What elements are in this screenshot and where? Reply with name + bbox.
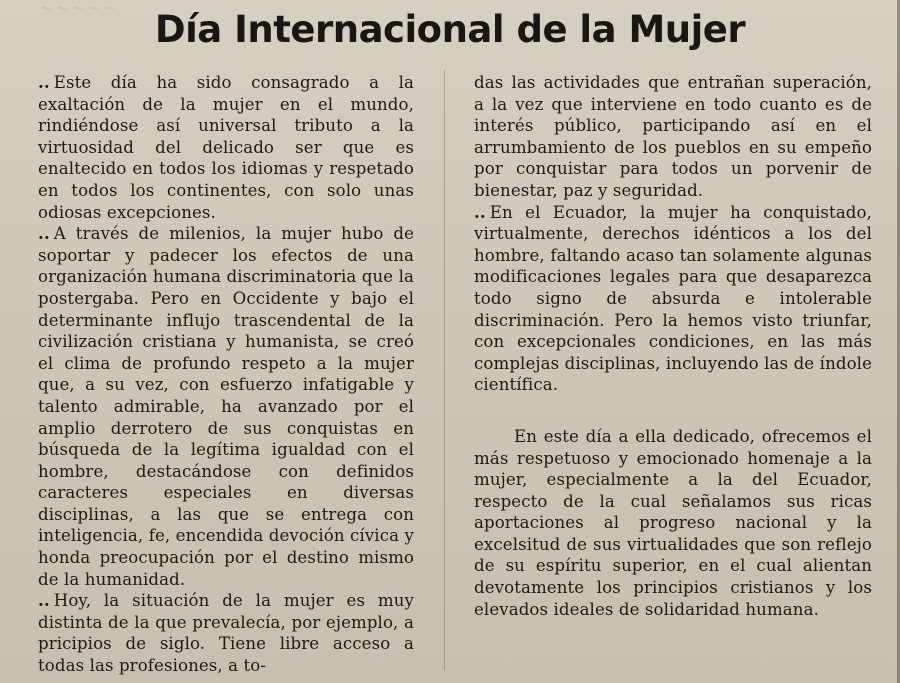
paragraph-text: Este día ha sido consagrado a la exaltación de la mujer en el mundo, rindiéndose así universal tributo a la virtuosidad del delicado ser que es enaltecido en todos los idiomas y respetado en todos los continentes, con solo unas odiosas excepciones. <box>38 73 414 222</box>
paragraph <box>38 223 414 590</box>
paragraph-lead-mark: .. <box>38 72 50 92</box>
paragraph <box>474 426 872 620</box>
article-title: Día Internacional de la Mujer <box>154 8 746 51</box>
paragraph-lead-mark: .. <box>38 590 50 611</box>
left-column <box>38 72 414 677</box>
paragraph-text: das las actividades que entrañan superación, a la vez que interviene en todo cuanto es de interés público, participando así en el arrumbamiento de los pueblos en su empeño por conquistar para todos un porvenir de bienestar, paz y seguridad. <box>474 73 872 200</box>
paragraph-gap <box>474 396 872 426</box>
paragraph-lead-mark: .. <box>38 223 50 244</box>
column-divider <box>444 70 445 670</box>
paragraph-lead-mark: .. <box>474 201 486 222</box>
paragraph-text: En este día a ella dedicado, ofrecemos el más respetuoso y emocionado homenaje a la mujer, especialmente a la del Ecuador, respecto de la cual señalamos sus ricas aportaciones al progreso nacional y la excelsitud de sus virtualidades que son reflejo de su espíritu superior, en el cual alientan devotamente los principios cristianos y los elevados ideales de solidaridad humana. <box>474 426 872 619</box>
paragraph <box>474 72 872 202</box>
bleed-through-text: 〜 〜 〜 〜 〜 <box>40 2 116 16</box>
paragraph-text: Hoy, la situación de la mujer es muy distinta de la que prevalecía, por ejemplo, a pricipios de siglo. Tiene libre acceso a todas las profesiones, a to- <box>38 591 414 676</box>
right-column <box>474 72 872 620</box>
paragraph <box>38 590 414 676</box>
paragraph-text: En el Ecuador, la mujer ha conquistado, virtualmente, derechos idénticos a los del hombre, faltando acaso tan solamente algunas modificaciones legales para que desaparezca todo signo de absurda e intolerable discriminación. Pero la hemos visto triunfar, con excepcionales condiciones, en las más complejas disciplinas, incluyendo las de índole científica. <box>474 202 872 395</box>
paragraph <box>474 202 872 396</box>
paragraph-text: A través de milenios, la mujer hubo de soportar y padecer los efectos de una organización humana discriminatoria que la postergaba. Pero en Occidente y bajo el determinante influjo trascendental de la civilización cristiana y humanista, se creó el clima de profundo respeto a la mujer que, a su vez, con esfuerzo infatigable y talento admirable, ha avanzado por el amplio derrotero de sus conquistas en búsqueda de la legítima igualdad con el hombre, destacándose con definidos caracteres especiales en diversas disciplinas, a las que se entrega con inteligencia, fe, encendida devoción cívica y honda preocupación por el destino mismo de la humanidad. <box>38 224 414 589</box>
paragraph <box>38 72 414 223</box>
